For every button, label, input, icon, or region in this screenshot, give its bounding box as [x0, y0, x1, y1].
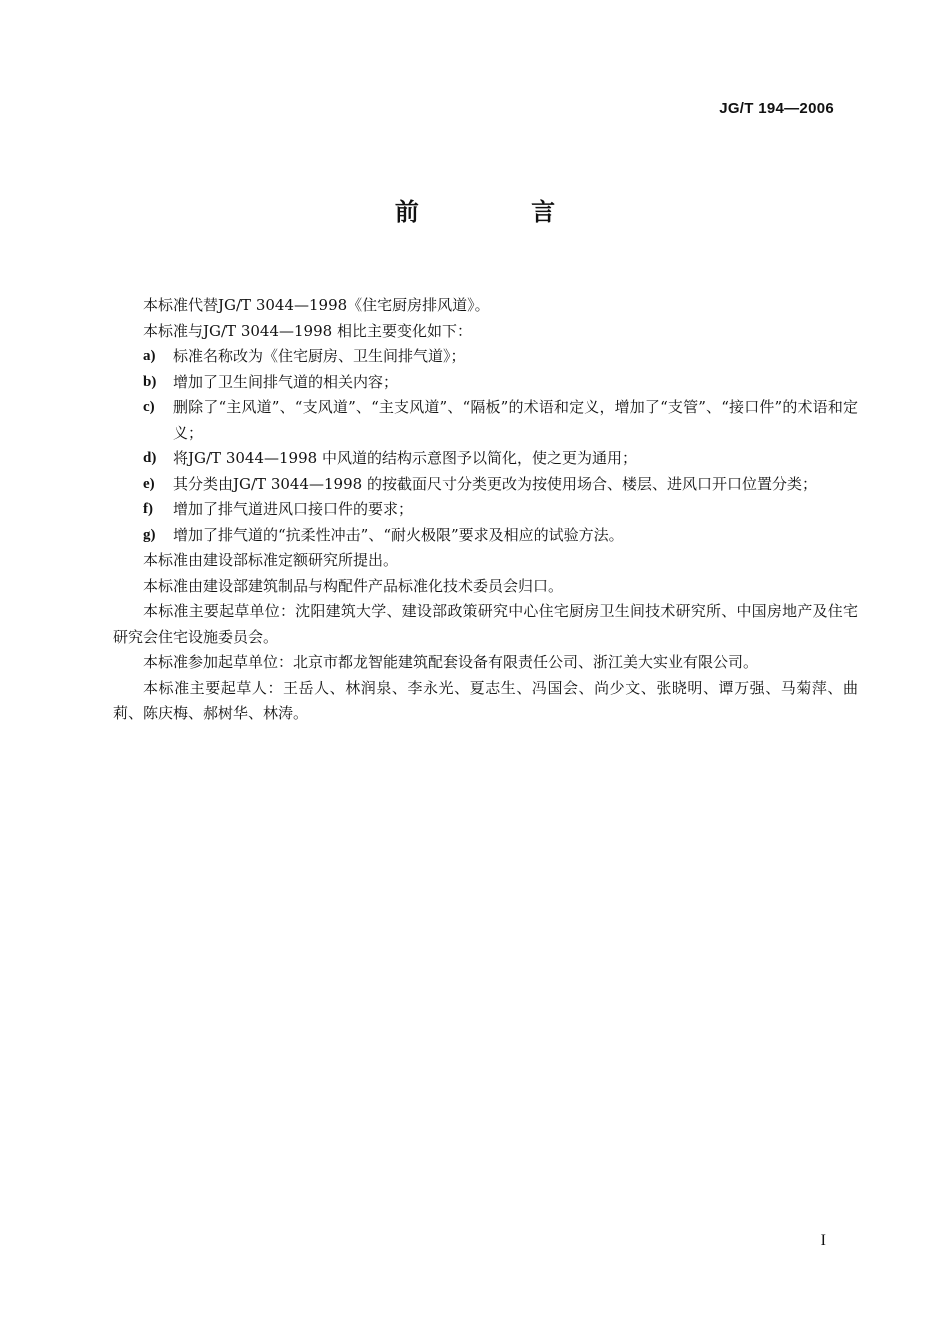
- list-item-b: [113, 370, 858, 396]
- list-marker: b): [143, 373, 157, 390]
- list-item-d: [113, 446, 858, 472]
- list-item-a: [113, 344, 858, 370]
- paragraph-main-drafters: 本标准主要起草人：王岳人、林润泉、李永光、夏志生、冯国会、尚少文、张晓明、谭万强、马菊萍、曲莉、陈庆梅、郝树华、林涛。: [113, 678, 858, 722]
- list-item-g: [113, 523, 858, 549]
- paragraph-replaces: 本标准代替JG/T 3044—1998《住宅厨房排风道》。: [143, 296, 490, 314]
- list-marker: c): [143, 399, 155, 415]
- foreword-body: [113, 293, 858, 727]
- list-item-text: 删除了“主风道”、“支风道”、“主支风道”、“隔板”的术语和定义，增加了“支管”、“接口件”的术语和定义；: [173, 398, 858, 442]
- list-item-text: 其分类由JG/T 3044—1998 的按截面尺寸分类更改为按使用场合、楼层、进风口开口位置分类；: [173, 474, 817, 493]
- standard-code: JG/T 194—2006: [719, 100, 834, 117]
- paragraph-changes-intro: 本标准与JG/T 3044—1998 相比主要变化如下：: [143, 321, 472, 340]
- list-item-f: [113, 497, 858, 523]
- list-item-text: 增加了卫生间排气道的相关内容；: [173, 372, 399, 391]
- list-item-text: 增加了排气道进风口接口件的要求；: [173, 500, 414, 518]
- paragraph-proposer: 本标准由建设部标准定额研究所提出。: [143, 551, 399, 569]
- list-item-e: [113, 472, 858, 498]
- paragraph-committee: 本标准由建设部建筑制品与构配件产品标准化技术委员会归口。: [143, 576, 564, 595]
- list-item-text: 增加了排气道的“抗柔性冲击”、“耐火极限”要求及相应的试验方法。: [173, 525, 624, 544]
- list-marker: d): [143, 450, 157, 466]
- list-item-text: 标准名称改为《住宅厨房、卫生间排气道》；: [173, 347, 466, 365]
- page-number: I: [820, 1232, 826, 1249]
- list-item-c: [113, 395, 858, 446]
- list-marker: e): [143, 475, 155, 492]
- list-marker: a): [143, 348, 156, 364]
- list-marker: f): [143, 501, 153, 517]
- paragraph-main-drafters-units: 本标准主要起草单位：沈阳建筑大学、建设部政策研究中心住宅厨房卫生间技术研究所、中国房地产及住宅研究会住宅设施委员会。: [113, 602, 858, 646]
- paragraph-participating-units: 本标准参加起草单位：北京市都龙智能建筑配套设备有限责任公司、浙江美大实业有限公司。: [143, 653, 759, 671]
- list-marker: g): [143, 526, 156, 543]
- page-title: 前 言: [394, 198, 608, 226]
- list-item-text: 将JG/T 3044—1998 中风道的结构示意图予以简化，使之更为通用；: [173, 449, 637, 467]
